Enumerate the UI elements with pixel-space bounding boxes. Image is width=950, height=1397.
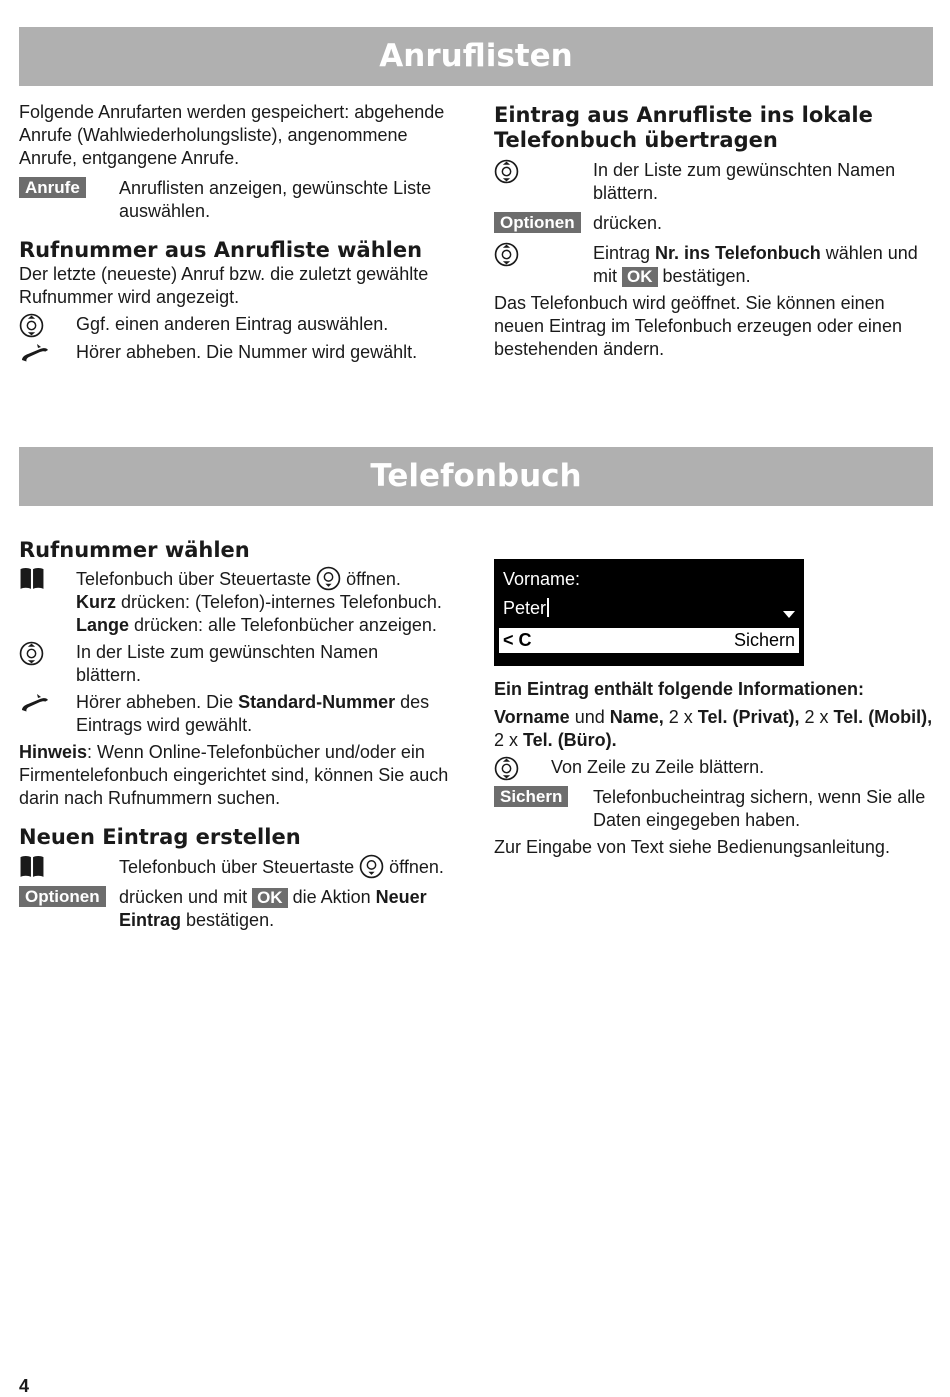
save-step — [494, 786, 934, 832]
text-fragment: öffnen. — [384, 857, 444, 877]
info-step-1 — [494, 756, 934, 779]
navigation-updown-icon — [494, 242, 519, 267]
anruflisten-left-column — [19, 101, 459, 364]
section-banner-telefonbuch — [19, 447, 933, 506]
tb-dial-step-2-text: In der Liste zum gewünschten Namen blättern. — [76, 642, 379, 685]
section-title: Anruflisten — [379, 38, 573, 74]
navigation-updown-icon — [19, 641, 44, 666]
anrufe-step — [19, 177, 459, 223]
anrufe-step-text: Anruflisten anzeigen, gewünschte Liste auswählen. — [119, 178, 432, 221]
transfer-text: Das Telefonbuch wird geöffnet. Sie können einen neuen Eintrag im Telefonbuch erzeugen oder einen bestehenden ändern. — [494, 293, 902, 359]
dropdown-arrow-icon — [783, 611, 795, 618]
text-fragment: drücken: (Telefon)-internes Telefonbuch. — [116, 592, 442, 612]
tb-dial-heading: Rufnummer wählen — [19, 538, 250, 562]
transfer-step-2-text: drücken. — [593, 213, 663, 233]
text-fragment: drücken: alle Telefonbücher anzeigen. — [129, 615, 437, 635]
softkey-save[interactable]: Sichern — [733, 630, 795, 650]
page-number: 4 — [19, 1376, 30, 1396]
info-step-1-text: Von Zeile zu Zeile blättern. — [551, 757, 765, 777]
info-fields — [494, 706, 934, 752]
optionen-key: Optionen — [494, 212, 581, 233]
text-fragment: öffnen. — [341, 569, 401, 589]
text-fragment: Eintrag — [593, 243, 656, 263]
info-heading — [494, 678, 934, 701]
phone-display — [494, 559, 804, 666]
text-fragment: die Aktion — [287, 887, 376, 907]
tb-dial-step-3 — [19, 691, 464, 737]
section-banner-anruflisten — [19, 27, 933, 86]
save-step-text: Telefonbucheintrag sichern, wenn Sie alle Daten eingegeben haben. — [593, 787, 926, 830]
optionen-key: Optionen — [19, 886, 106, 907]
text-fragment: Telefonbuch über Steuertaste — [119, 857, 360, 877]
standard-number-label: Standard-Nummer — [238, 692, 396, 712]
navigation-updown-icon — [494, 159, 519, 184]
new-entry-step-1-text — [119, 854, 449, 879]
navigation-center-icon — [316, 566, 341, 591]
kurz-label: Kurz — [76, 592, 116, 612]
new-entry-heading: Neuen Eintrag erstellen — [19, 825, 301, 849]
phonebook-icon — [19, 566, 45, 591]
handset-icon — [19, 342, 51, 364]
dial-step-2-text: Hörer abheben. Die Nummer wird gewählt. — [76, 342, 418, 362]
softkey-delete[interactable]: < C — [503, 630, 532, 650]
hinweis-label: Hinweis — [19, 742, 88, 762]
ok-key: OK — [252, 888, 288, 908]
text-fragment: bestätigen. — [181, 910, 275, 930]
tb-dial-step-1-text — [76, 566, 464, 637]
navigation-center-icon — [359, 854, 384, 879]
display-input-text: Peter — [503, 598, 547, 618]
text-fragment: 2 x — [663, 707, 698, 727]
text-fragment: 2 x — [799, 707, 834, 727]
lange-label: Lange — [76, 615, 130, 635]
navigation-updown-icon — [494, 756, 519, 781]
action-name: Neuer Eintrag — [119, 887, 427, 930]
field-name: Vorname — [494, 707, 570, 727]
transfer-step-1 — [494, 159, 934, 205]
field-name: Tel. (Büro). — [523, 730, 617, 750]
new-entry-step-2 — [19, 886, 464, 932]
anruflisten-right-column — [494, 103, 934, 361]
intro-text: Folgende Anrufarten werden gespeichert: abgehende Anrufe (Wahlwiederholungsliste), angenommene Anrufe, entgangene Anrufe. — [19, 102, 445, 168]
text-cursor — [547, 598, 549, 617]
navigation-updown-icon — [19, 313, 44, 338]
text-fragment: drücken und mit — [119, 887, 253, 907]
text-fragment: 2 x — [494, 730, 524, 750]
menu-entry-name: Nr. ins Telefonbuch — [655, 243, 821, 263]
transfer-step-1-text: In der Liste zum gewünschten Namen blättern. — [593, 160, 896, 203]
telefonbuch-left-column — [19, 538, 464, 932]
text-fragment: Hörer abheben. Die — [76, 692, 239, 712]
text-fragment: des Eintrags wird gewählt. — [76, 692, 430, 735]
hinweis-text — [19, 741, 451, 810]
handset-icon — [19, 692, 51, 714]
tb-dial-step-3-text — [76, 691, 464, 737]
dial-step-1-text: Ggf. einen anderen Eintrag auswählen. — [76, 314, 389, 334]
info-heading-text: Ein Eintrag enthält folgende Informationen: — [494, 679, 865, 699]
field-name: Tel. (Mobil), — [833, 707, 933, 727]
tb-dial-step-1 — [19, 566, 464, 637]
phonebook-icon — [19, 854, 45, 879]
transfer-step-3-text — [593, 242, 934, 288]
dial-step-1 — [19, 313, 459, 336]
transfer-step-2 — [494, 212, 934, 235]
text-fragment: bestätigen. — [657, 266, 751, 286]
text-fragment: : Wenn Online-Telefonbücher und/oder ein Firmentelefonbuch eingerichtet sind, können Sie auch darin nach Rufnummern suchen. — [19, 742, 449, 808]
field-name: Tel. (Privat), — [697, 707, 800, 727]
text-fragment: wählen und mit — [593, 243, 918, 286]
telefonbuch-right-column — [494, 678, 934, 859]
dial-text: Der letzte (neueste) Anruf bzw. die zuletzt gewählte Rufnummer wird angezeigt. — [19, 264, 429, 307]
dial-step-2 — [19, 341, 459, 364]
tb-dial-step-2 — [19, 641, 446, 687]
ok-key: OK — [622, 267, 658, 287]
text-fragment: und — [569, 707, 610, 727]
section-title: Telefonbuch — [370, 458, 582, 494]
display-softkey-bar — [499, 628, 799, 653]
new-entry-step-2-text — [119, 886, 464, 932]
display-field-label: Vorname: — [503, 569, 581, 589]
text-fragment: Telefonbuch über Steuertaste — [76, 569, 317, 589]
new-entry-step-1 — [19, 854, 449, 879]
anrufe-key: Anrufe — [19, 177, 86, 198]
field-name: Name, — [609, 707, 664, 727]
sichern-key: Sichern — [494, 786, 568, 807]
text-input-note: Zur Eingabe von Text siehe Bedienungsanleitung. — [494, 837, 890, 857]
dial-heading: Rufnummer aus Anrufliste wählen — [19, 238, 423, 262]
transfer-heading: Eintrag aus Anrufliste ins lokale Telefonbuch übertragen — [494, 103, 873, 152]
display-field-value — [503, 597, 549, 620]
transfer-step-3 — [494, 242, 934, 288]
